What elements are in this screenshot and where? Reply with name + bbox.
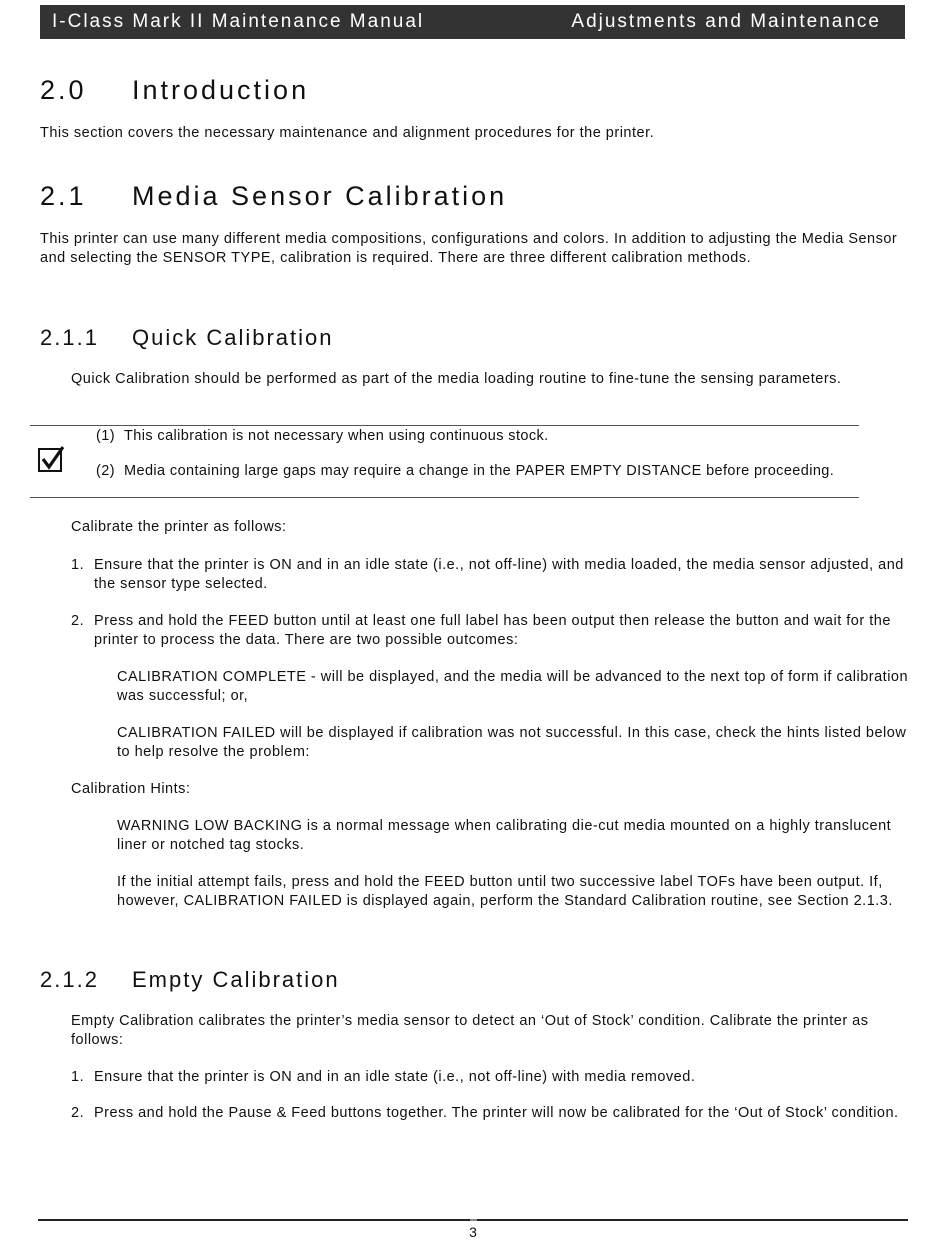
- list-item: [71, 1104, 911, 1123]
- heading-number: 2.1: [40, 181, 87, 211]
- hint-paragraph: WARNING LOW BACKING is a normal message when calibrating die-cut media mounted on a highly translucent liner or notched tag stocks.: [117, 818, 892, 853]
- heading-quick-calibration: [40, 325, 334, 351]
- list-item: [71, 612, 911, 650]
- note-text: This calibration is not necessary when using continuous stock.: [124, 428, 549, 444]
- note-number: (1): [96, 428, 115, 444]
- hint-paragraph: If the initial attempt fails, press and hold the FEED button until two successive label TOFs have been output. If, however, CALIBRATION FAILED is displayed again, perform the Standard Calibration routine, see Section 2.1.3.: [117, 874, 893, 909]
- heading-title: Media Sensor Calibration: [132, 181, 508, 211]
- heading-number: 2.1.1: [40, 325, 99, 350]
- header-chapter-title: Adjustments and Maintenance: [571, 11, 881, 32]
- note-number: (2): [96, 463, 115, 479]
- heading-title: Introduction: [132, 75, 310, 105]
- checkbox-check-icon: [38, 446, 64, 472]
- heading-introduction: [40, 75, 309, 106]
- media-sensor-paragraph: This printer can use many different media compositions, configurations and colors. In addition to adjusting the Media Sensor and selecting the SENSOR TYPE, calibration is required. There are three different calibration methods.: [40, 231, 898, 266]
- list-text: Press and hold the FEED button until at least one full label has been output then release the button and wait for the printer to process the data. There are two possible outcomes:: [94, 613, 891, 648]
- empty-calibration-paragraph: Empty Calibration calibrates the printer’s media sensor to detect an ‘Out of Stock’ condition. Calibrate the printer as follows:: [71, 1013, 869, 1048]
- intro-paragraph: This section covers the necessary maintenance and alignment procedures for the printer.: [40, 125, 655, 141]
- list-number: 1.: [71, 557, 85, 573]
- heading-number: 2.1.2: [40, 967, 99, 992]
- calibrate-intro: Calibrate the printer as follows:: [71, 519, 287, 535]
- note-top-rule: [30, 425, 859, 426]
- note-item: [96, 462, 856, 481]
- heading-title: Quick Calibration: [132, 325, 334, 350]
- list-number: 2.: [71, 613, 85, 629]
- heading-number: 2.0: [40, 75, 87, 105]
- page-number: 3: [469, 1224, 477, 1240]
- heading-media-sensor-calibration: [40, 181, 507, 212]
- page-header: [40, 5, 905, 39]
- note-bottom-rule: [30, 497, 859, 498]
- list-item: [71, 556, 911, 594]
- footer-tick: [470, 1219, 477, 1221]
- header-manual-title: I-Class Mark II Maintenance Manual: [52, 11, 425, 32]
- note-item: [96, 427, 856, 446]
- heading-title: Empty Calibration: [132, 967, 340, 992]
- list-text: Ensure that the printer is ON and in an idle state (i.e., not off-line) with media removed.: [94, 1069, 696, 1085]
- quick-calibration-paragraph: Quick Calibration should be performed as part of the media loading routine to fine-tune the sensing parameters.: [71, 371, 842, 387]
- outcome-failed: CALIBRATION FAILED will be displayed if calibration was not successful. In this case, check the hints listed below to help resolve the problem:: [117, 725, 907, 760]
- list-item: [71, 1068, 911, 1087]
- calibration-hints-label: Calibration Hints:: [71, 781, 191, 797]
- list-text: Press and hold the Pause & Feed buttons together. The printer will now be calibrated for the ‘Out of Stock’ condition.: [94, 1105, 899, 1121]
- outcome-complete: CALIBRATION COMPLETE - will be displayed, and the media will be advanced to the next top of form if calibration was successful; or,: [117, 669, 909, 704]
- heading-empty-calibration: [40, 967, 340, 993]
- list-number: 2.: [71, 1105, 85, 1121]
- list-number: 1.: [71, 1069, 85, 1085]
- note-text: Media containing large gaps may require a change in the PAPER EMPTY DISTANCE before proceeding.: [124, 463, 835, 479]
- list-text: Ensure that the printer is ON and in an idle state (i.e., not off-line) with media loaded, the media sensor adjusted, and the sensor type selected.: [94, 557, 904, 592]
